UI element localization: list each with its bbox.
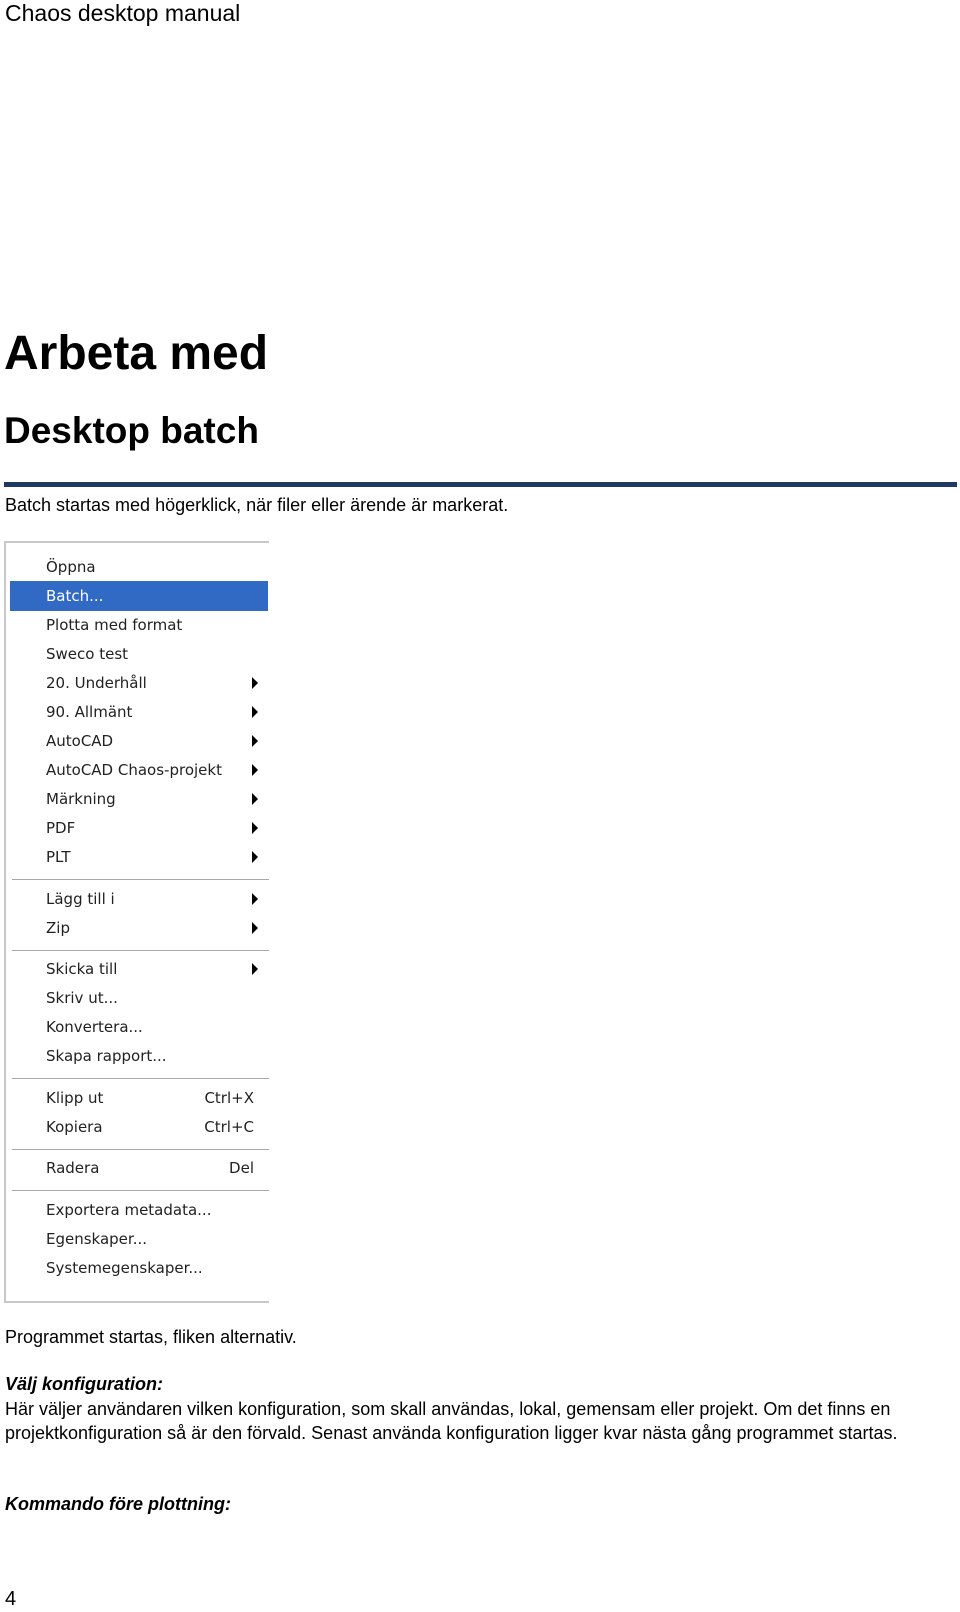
menu-item-label: Skriv ut...: [46, 989, 118, 1007]
menu-item-label: Skicka till: [46, 960, 118, 978]
menu-item-markning[interactable]: [10, 784, 268, 814]
submenu-arrow-icon: [252, 922, 258, 934]
menu-item-egenskaper[interactable]: [10, 1224, 268, 1254]
menu-item-exportera-metadata[interactable]: [10, 1195, 268, 1225]
menu-item-label: Exportera metadata...: [46, 1201, 212, 1219]
menu-item-label: PLT: [46, 848, 71, 866]
menu-item-systemegenskaper[interactable]: [10, 1253, 268, 1283]
heading-arbeta-med: Arbeta med: [4, 327, 269, 380]
submenu-arrow-icon: [252, 893, 258, 905]
menu-item-autocad-chaos-projekt[interactable]: [10, 755, 268, 785]
menu-item-kopiera[interactable]: [10, 1112, 268, 1142]
menu-item-skriv-ut[interactable]: [10, 983, 268, 1013]
heading-valj-konfiguration: Välj konfiguration:: [5, 1374, 164, 1394]
menu-item-label: PDF: [46, 819, 76, 837]
menu-item-autocad[interactable]: [10, 726, 268, 756]
submenu-arrow-icon: [252, 764, 258, 776]
menu-item-label: Sweco test: [46, 645, 129, 663]
menu-item-sweco-test[interactable]: [10, 639, 268, 669]
menu-item-label: Systemegenskaper...: [46, 1259, 203, 1277]
document-header: Chaos desktop manual: [5, 0, 241, 26]
heading-desktop-batch: Desktop batch: [4, 410, 259, 451]
paragraph-konfiguration: Här väljer användaren vilken konfiguration, som skall användas, lokal, gemensam eller projekt. Om det finns en projektkonfiguration så är den förvald. Senast använda konfiguration ligger kvar nästa gång programmet startas.: [5, 1399, 898, 1443]
menu-item-zip[interactable]: [10, 913, 268, 943]
menu-item-label: Konvertera...: [46, 1018, 143, 1036]
menu-item-lagg-till-i[interactable]: [10, 884, 268, 914]
menu-item-label: Skapa rapport...: [46, 1047, 167, 1065]
shortcut-label: Ctrl+X: [204, 1089, 254, 1107]
menu-item-label: Plotta med format: [46, 616, 183, 634]
menu-item-label: Klipp ut: [46, 1089, 104, 1107]
submenu-arrow-icon: [252, 677, 258, 689]
menu-item-allmant[interactable]: [10, 697, 268, 727]
menu-item-underhall[interactable]: [10, 668, 268, 698]
context-menu: [4, 541, 269, 1303]
menu-item-label: AutoCAD: [46, 732, 114, 750]
menu-item-label: Egenskaper...: [46, 1230, 148, 1248]
menu-item-label: Zip: [46, 919, 70, 937]
menu-item-label: AutoCAD Chaos-projekt: [46, 761, 222, 779]
menu-item-label: Radera: [46, 1159, 100, 1177]
menu-separator: [12, 1149, 269, 1151]
submenu-arrow-icon: [252, 706, 258, 718]
menu-item-klipp-ut[interactable]: [10, 1083, 268, 1113]
menu-separator: [12, 950, 269, 952]
menu-item-label: Kopiera: [46, 1118, 103, 1136]
page-number: 4: [5, 1588, 17, 1610]
heading-rule: [4, 482, 957, 487]
menu-item-skapa-rapport[interactable]: [10, 1041, 268, 1071]
menu-separator: [12, 1078, 269, 1080]
menu-item-label: Märkning: [46, 790, 116, 808]
menu-item-label: Batch...: [46, 587, 104, 605]
menu-item-label: Lägg till i: [46, 890, 115, 908]
menu-item-konvertera[interactable]: [10, 1012, 268, 1042]
menu-item-label: 90. Allmänt: [46, 703, 133, 721]
heading-kommando-fore-plottning: Kommando före plottning:: [5, 1494, 231, 1514]
menu-item-plt[interactable]: [10, 842, 268, 872]
menu-item-label: 20. Underhåll: [46, 674, 147, 692]
menu-item-skicka-till[interactable]: [10, 954, 268, 984]
menu-separator: [12, 1190, 269, 1192]
menu-item-oppna[interactable]: [10, 552, 268, 582]
shortcut-label: Ctrl+C: [204, 1118, 254, 1136]
menu-item-label: Öppna: [46, 558, 96, 576]
menu-item-pdf[interactable]: [10, 813, 268, 843]
submenu-arrow-icon: [252, 851, 258, 863]
menu-item-radera[interactable]: [10, 1153, 268, 1183]
menu-item-plotta-med-format[interactable]: [10, 610, 268, 640]
menu-separator: [12, 879, 269, 881]
submenu-arrow-icon: [252, 822, 258, 834]
paragraph-program-started: Programmet startas, fliken alternativ.: [5, 1327, 297, 1347]
shortcut-label: Del: [229, 1159, 254, 1177]
menu-item-batch[interactable]: [10, 581, 268, 611]
submenu-arrow-icon: [252, 963, 258, 975]
submenu-arrow-icon: [252, 735, 258, 747]
intro-paragraph: Batch startas med högerklick, när filer eller ärende är markerat.: [5, 495, 509, 515]
submenu-arrow-icon: [252, 793, 258, 805]
